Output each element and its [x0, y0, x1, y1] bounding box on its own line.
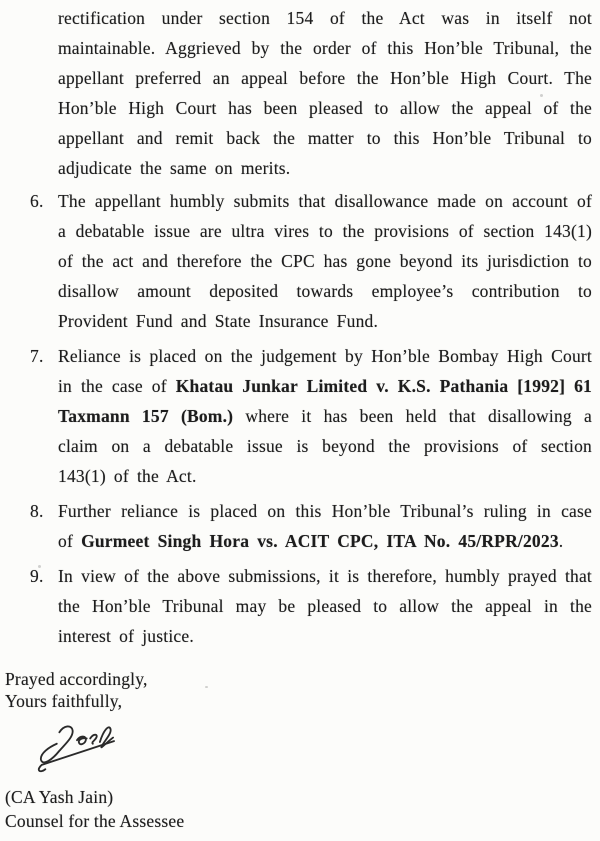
list-item-8	[30, 496, 592, 556]
paragraph-continuation: rectification under section 154 of the Act was in itself not maintainable. Aggrieved by the order of this Hon’ble Tribunal, the appellant preferred an appeal before the Hon’ble High Court. The Hon’ble High Court has been pleased to allow the appeal of the appellant and remit back the matter to this Hon’ble Tribunal to adjudicate the same on merits.	[58, 8, 592, 178]
item-number: 7.	[30, 346, 44, 366]
item-text-segment: Further reliance is placed on this Hon’ble Tribunal’s ruling in case of	[58, 501, 592, 551]
item-number: 8.	[30, 501, 44, 521]
signatory-role: Counsel for the Assessee	[5, 811, 185, 831]
item-text	[58, 496, 592, 556]
item-text-segment: The appellant humbly submits that disallowance made on account of a debatable issue are ultra vires to the provisions of section 143(1) of the act and therefore the CPC has gone beyond its jurisdiction to disallow amount deposited towards employee’s contribution to Provident Fund and State Insurance Fund.	[58, 191, 592, 331]
list-item-7	[30, 341, 592, 491]
item-text	[58, 186, 592, 336]
yours-faithfully-line: Yours faithfully,	[5, 691, 123, 711]
scan-speck	[38, 565, 41, 568]
case-citation: Gurmeet Singh Hora vs. ACIT CPC, ITA No. 45/RPR/2023	[81, 531, 559, 551]
item-number: 9.	[30, 566, 44, 586]
handwritten-signature	[33, 721, 600, 777]
item-text-segment: Reliance is placed on the judgement by Hon’ble Bombay High Court in the case of	[58, 346, 592, 396]
closing-block	[0, 668, 600, 833]
item-text-segment: .	[558, 531, 564, 551]
item-text	[58, 561, 592, 651]
signatory-name: (CA Yash Jain)	[5, 787, 114, 807]
item-text-segment: In view of the above submissions, it is therefore, humbly prayed that the Hon’ble Tribunal may be pleased to allow the appeal in the interest of justice.	[58, 566, 592, 646]
item-number: 6.	[30, 191, 44, 211]
list-item-9	[30, 561, 592, 651]
scan-speck	[540, 94, 543, 97]
scan-speck	[205, 686, 208, 688]
item-text-segment: where it has been held that disallowing a claim on a debatable issue is beyond the provisions of section 143(1) of the Act.	[58, 406, 592, 486]
list-item-6	[30, 186, 592, 336]
case-citation: Khatau Junkar Limited v. K.S. Pathania [1992] 61 Taxmann 157 (Bom.)	[58, 376, 592, 426]
prayed-accordingly-line: Prayed accordingly,	[5, 669, 148, 689]
signatory-block	[5, 785, 600, 833]
signature-stroke-graphic	[33, 721, 121, 777]
item-text	[58, 341, 592, 491]
